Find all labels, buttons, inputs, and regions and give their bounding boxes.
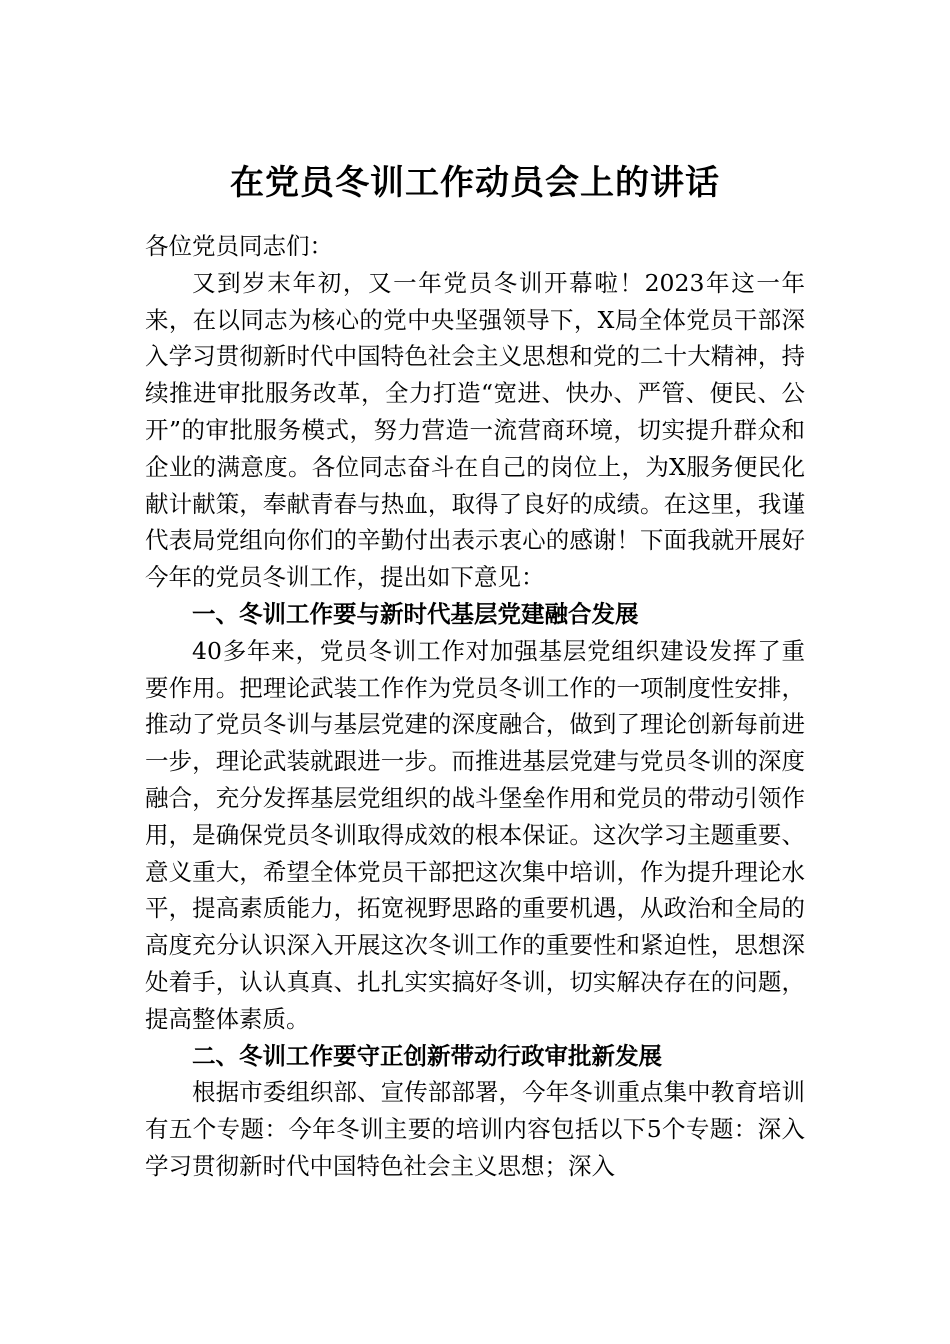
document-title: 在党员冬训工作动员会上的讲话 — [230, 163, 720, 203]
salutation: 各位党员同志们： — [145, 232, 333, 260]
paragraph-section-2: 根据市委组织部、宣传部部署，今年冬训重点集中教育培训有五个专题：今年冬训主要的培训内容包括以下5个专题：深入学习贯彻新时代中国特色社会主义思想；深入 — [145, 1078, 805, 1180]
paragraph-intro: 又到岁末年初，又一年党员冬训开幕啦！2023年这一年来，在以同志为核心的党中央坚强领导下，X局全体党员干部深入学习贯彻新时代中国特色社会主义思想和党的二十大精神，持续推进审批服务改革，全力打造“宽进、快办、严管、便民、公开”的审批服务模式，努力营造一流营商环境，切实提升群众和企业的满意度。各位同志奋斗在自己的岗位上，为X服务便民化献计献策，奉献青春与热血，取得了良好的成绩。在这里，我谨代表局党组向你们的辛勤付出表示衷心的感谢！下面我就开展好今年的党员冬训工作，提出如下意见： — [145, 268, 805, 592]
document-body — [145, 228, 805, 1185]
section-heading-2: 二、冬训工作要守正创新带动行政审批新发展 — [192, 1041, 662, 1070]
paragraph-section-1: 40多年来，党员冬训工作对加强基层党组织建设发挥了重要作用。把理论武装工作作为党员冬训工作的一项制度性安排，推动了党员冬训与基层党建的深度融合，做到了理论创新每前进一步，理论武装就跟进一步。而推进基层党建与党员冬训的深度融合，充分发挥基层党组织的战斗堡垒作用和党员的带动引领作用，是确保党员冬训取得成效的根本保证。这次学习主题重要、意义重大，希望全体党员干部把这次集中培训，作为提升理论水平，提高素质能力，拓宽视野思路的重要机遇，从政治和全局的高度充分认识深入开展这次冬训工作的重要性和紧迫性，思想深处着手，认认真真、扎扎实实搞好冬训，切实解决存在的问题，提高整体素质。 — [145, 636, 805, 1033]
section-heading-1: 一、冬训工作要与新时代基层党建融合发展 — [192, 599, 639, 628]
